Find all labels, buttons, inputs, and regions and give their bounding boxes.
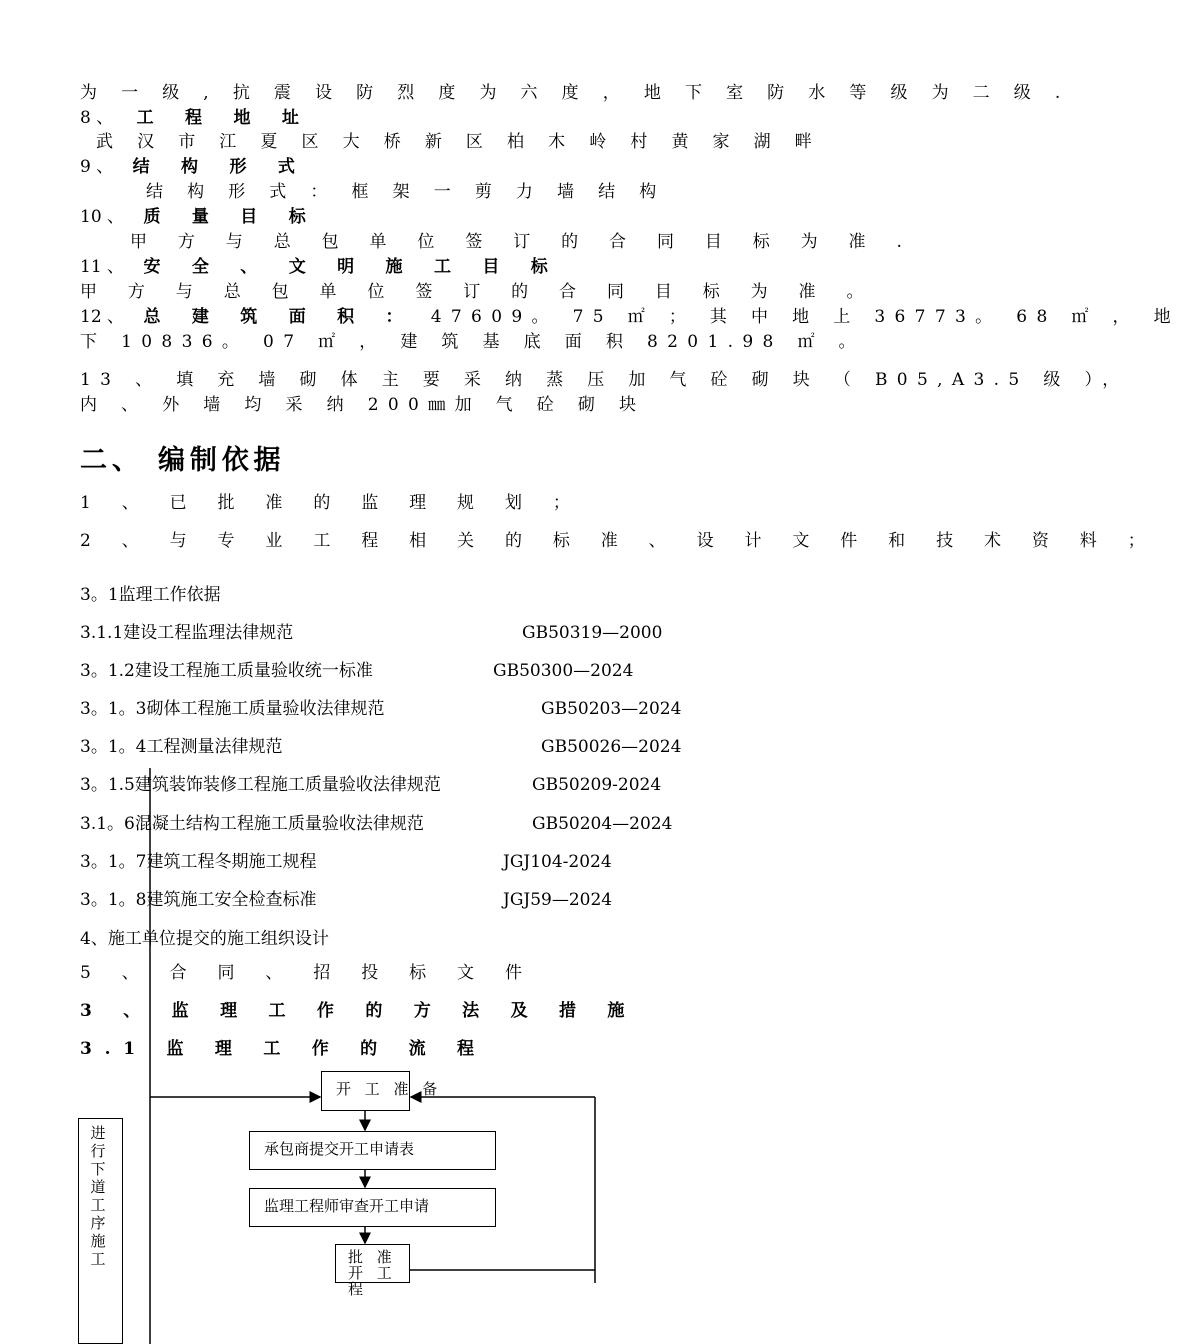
flow-step-submit-box: [249, 1131, 496, 1170]
standard-code: GB50026—2024: [541, 737, 682, 757]
section-title: 二、 编制依据: [80, 445, 286, 476]
basis-item-1: 1 、 已 批 准 的 监 理 规 划 ；: [80, 493, 583, 513]
standard-name: 3。1.5建筑装饰装修工程施工质量验收法律规范: [80, 775, 441, 795]
standard-name: 3。1。8建筑施工安全检查标准: [80, 890, 317, 910]
standard-code: JGJ59—2024: [503, 890, 613, 910]
structure-text: 结 构 形 式 ： 框 架 一 剪 力 墙 结 构: [146, 182, 666, 202]
flow-side-label: 进行下道工序施工: [90, 1124, 106, 1268]
standard-code: JGJ104-2024: [503, 852, 612, 872]
standard-name: 3.1。6混凝土结构工程施工质量验收法律规范: [80, 814, 424, 834]
flow-approve-box: [335, 1244, 410, 1298]
flow-step-label: 批 准 开 工 程: [348, 1248, 397, 1298]
heading-title: 总 建 筑 面 积 ：: [143, 307, 416, 327]
text-line-grade: 为 一 级 , 抗 震 设 防 烈 度 为 六 度 ， 地 下 室 防 水 等 级 为 二 级 .: [80, 83, 1070, 103]
basis-item-2: 2 、 与 专 业 工 程 相 关 的 标 准 、 设 计 文 件 和 技 术 资 料 ；: [80, 531, 1158, 551]
flow-step-label: 承包商提交开工申请表: [264, 1140, 415, 1158]
standard-code: GB50319—2000: [522, 623, 663, 643]
standard-name: 3。1.2建设工程施工质量验收统一标准: [80, 661, 373, 681]
quality-text: 甲 方 与 总 包 单 位 签 订 的 合 同 目 标 为 准 .: [130, 232, 915, 252]
heading-title: 结 构 形 式: [132, 157, 308, 177]
heading-number: 11 、: [80, 257, 125, 277]
infill-text-cont: 内 、 外 墙 均 采 纳 200㎜加 气 砼 砌 块: [80, 395, 646, 415]
heading-number: 10 、: [80, 207, 125, 227]
infill-text: 13 、 填 充 墙 砌 体 主 要 采 纳 蒸 压 加 气 砼 砌 块 （ B05,A3.5 级 ），: [80, 370, 1129, 390]
basis-subtitle: 3。1监理工作依据: [80, 585, 221, 605]
standard-code: GB50209-2024: [532, 775, 662, 795]
heading-number: 8 、: [80, 108, 114, 128]
area-text: 下 10836。 07 ㎡ ， 建 筑 基 底 面 积 8201.98 ㎡ 。: [80, 332, 865, 352]
flow-start-label: 开 工 准 备: [336, 1080, 442, 1098]
flow-step-review-box: [249, 1188, 496, 1227]
standard-name: 3。1。3砌体工程施工质量验收法律规范: [80, 699, 385, 719]
standard-name: 3。1。7建筑工程冬期施工规程: [80, 852, 317, 872]
heading-title: 安 全 、 文 明 施 工 目 标: [143, 257, 561, 277]
heading-number: 9 、: [80, 157, 114, 177]
basis-item-5: 5 、 合 同 、 招 投 标 文 件: [80, 963, 535, 983]
section-3-heading: 3 、 监 理 工 作 的 方 法 及 措 施: [80, 1001, 638, 1021]
heading-title: 工 程 地 址: [136, 108, 312, 128]
standard-name: 3.1.1建设工程监理法律规范: [80, 623, 294, 643]
address-text: 武 汉 市 江 夏 区 大 桥 新 区 柏 木 岭 村 黄 家 湖 畔: [96, 132, 822, 152]
standard-code: GB50204—2024: [532, 814, 673, 834]
area-values: 47609。 75 ㎡ ； 其 中 地 上 36773。 68 ㎡ ， 地: [430, 307, 1180, 327]
flow-start-box: [321, 1071, 442, 1111]
safety-text: 甲 方 与 总 包 单 位 签 订 的 合 同 目 标 为 准 。: [80, 282, 877, 302]
flow-step-label: 监理工程师审查开工申请: [264, 1197, 430, 1215]
standard-code: GB50300—2024: [493, 661, 634, 681]
standard-name: 3。1。4工程测量法律规范: [80, 737, 283, 757]
standard-code: GB50203—2024: [541, 699, 682, 719]
heading-title: 质 量 目 标: [143, 207, 319, 227]
basis-item-4: 4、施工单位提交的施工组织设计: [80, 929, 329, 949]
section-3-1-heading: 3.1 监 理 工 作 的 流 程: [80, 1039, 487, 1059]
heading-number: 12 、: [80, 307, 125, 327]
